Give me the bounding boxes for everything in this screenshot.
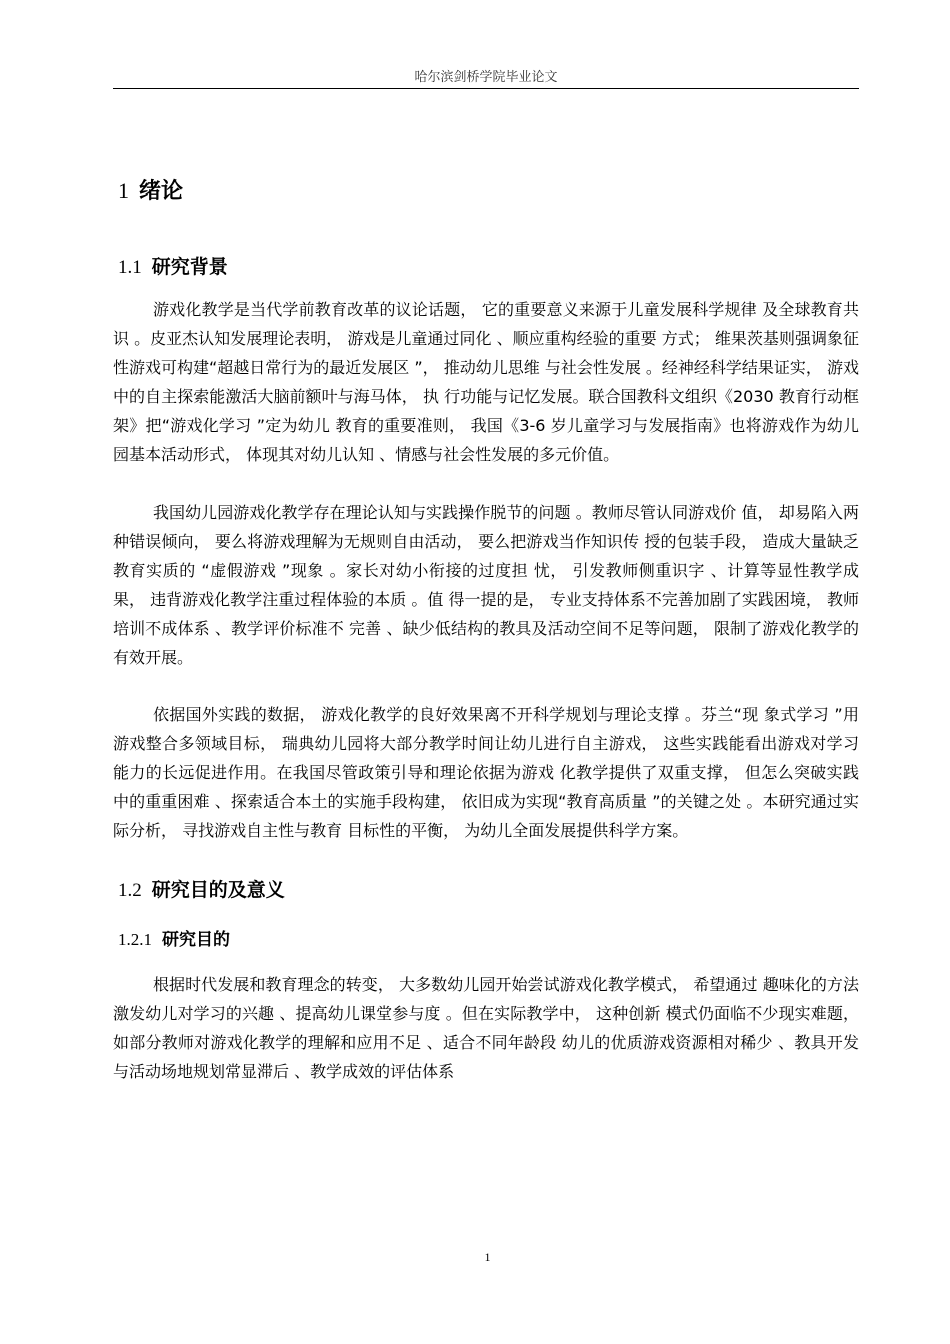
chapter-number: 1 — [118, 178, 129, 203]
subsection-title: 研究目的 — [162, 930, 230, 950]
section-heading-1-2 — [118, 875, 285, 902]
section-heading-1-1 — [118, 252, 228, 279]
paragraph: 依据国外实践的数据， 游戏化教学的良好效果离不开科学规划与理论支撑 。芬兰“现 象式学习 ”用游戏整合多领域目标， 瑞典幼儿园将大部分教学时间让幼儿进行自主游戏， 这些实践能看出游戏对学习能力的长远促进作用。在我国尽管政策引导和理论依据为游戏 化教学提供了双重支撑， 但怎么突破实践中的重重困难 、探索适合本土的实施手段构建， 依旧成为实现“教育高质量 ”的关键之处 。本研究通过实际分析， 寻找游戏自主性与教育 目标性的平衡， 为幼儿全面发展提供科学方案。 — [113, 705, 859, 840]
paragraph: 我国幼儿园游戏化教学存在理论认知与实践操作脱节的问题 。教师尽管认同游戏价 值， 却易陷入两种错误倾向， 要么将游戏理解为无规则自由活动， 要么把游戏当作知识传 授的包装手段， 造成大量缺乏教育实质的 “虚假游戏 ”现象 。家长对幼小衔接的过度担 忧， 引发教师侧重识字 、计算等显性教学成果， 违背游戏化教学注重过程体验的本质 。值 得一提的是， 专业支持体系不完善加剧了实践困境， 教师培训不成体系 、教学评价标准不 完善 、缺少低结构的教具及活动空间不足等问题， 限制了游戏化教学的有效开展。 — [113, 503, 859, 667]
chapter-title: 绪论 — [139, 179, 184, 204]
subsection-number: 1.2.1 — [118, 930, 152, 949]
section-title: 研究背景 — [151, 256, 228, 278]
page-number: 1 — [484, 1250, 491, 1264]
subsection-heading-1-2-1 — [118, 925, 230, 950]
paragraph: 根据时代发展和教育理念的转变， 大多数幼儿园开始尝试游戏化教学模式， 希望通过 趣味化的方法激发幼儿对学习的兴趣 、提高幼儿课堂参与度 。但在实际教学中， 这种创新 模式仍面临不少现实难题， 如部分教师对游戏化教学的理解和应用不足 、适合不同年龄段 幼儿的优质游戏资源相对稀少 、教具开发与活动场地规划常显滞后 、教学成效的评估体系 — [113, 975, 859, 1081]
page-header: 哈尔滨剑桥学院毕业论文 — [414, 70, 558, 85]
section-number: 1.2 — [118, 880, 142, 901]
paragraph: 游戏化教学是当代学前教育改革的议论话题， 它的重要意义来源于儿童发展科学规律 及全球教育共识 。皮亚杰认知发展理论表明， 游戏是儿童通过同化 、顺应重构经验的重要 方式； 维果茨基则强调象征性游戏可构建“超越日常行为的最近发展区 ”， 推动幼儿思维 与社会性发展 。经神经科学结果证实， 游戏中的自主探索能激活大脑前额叶与海马体， 执 行功能与记忆发展。联合国教科文组织《2030 教育行动框架》把“游戏化学习 ”定为幼儿 教育的重要准则， 我国《3-6 岁儿童学习与发展指南》也将游戏作为幼儿园基本活动形式， 体现其对幼儿认知 、情感与社会性发展的多元价值。 — [113, 300, 860, 464]
section-number: 1.1 — [118, 257, 142, 278]
chapter-heading — [118, 174, 183, 205]
header-rule — [113, 88, 859, 89]
section-title: 研究目的及意义 — [151, 879, 285, 901]
